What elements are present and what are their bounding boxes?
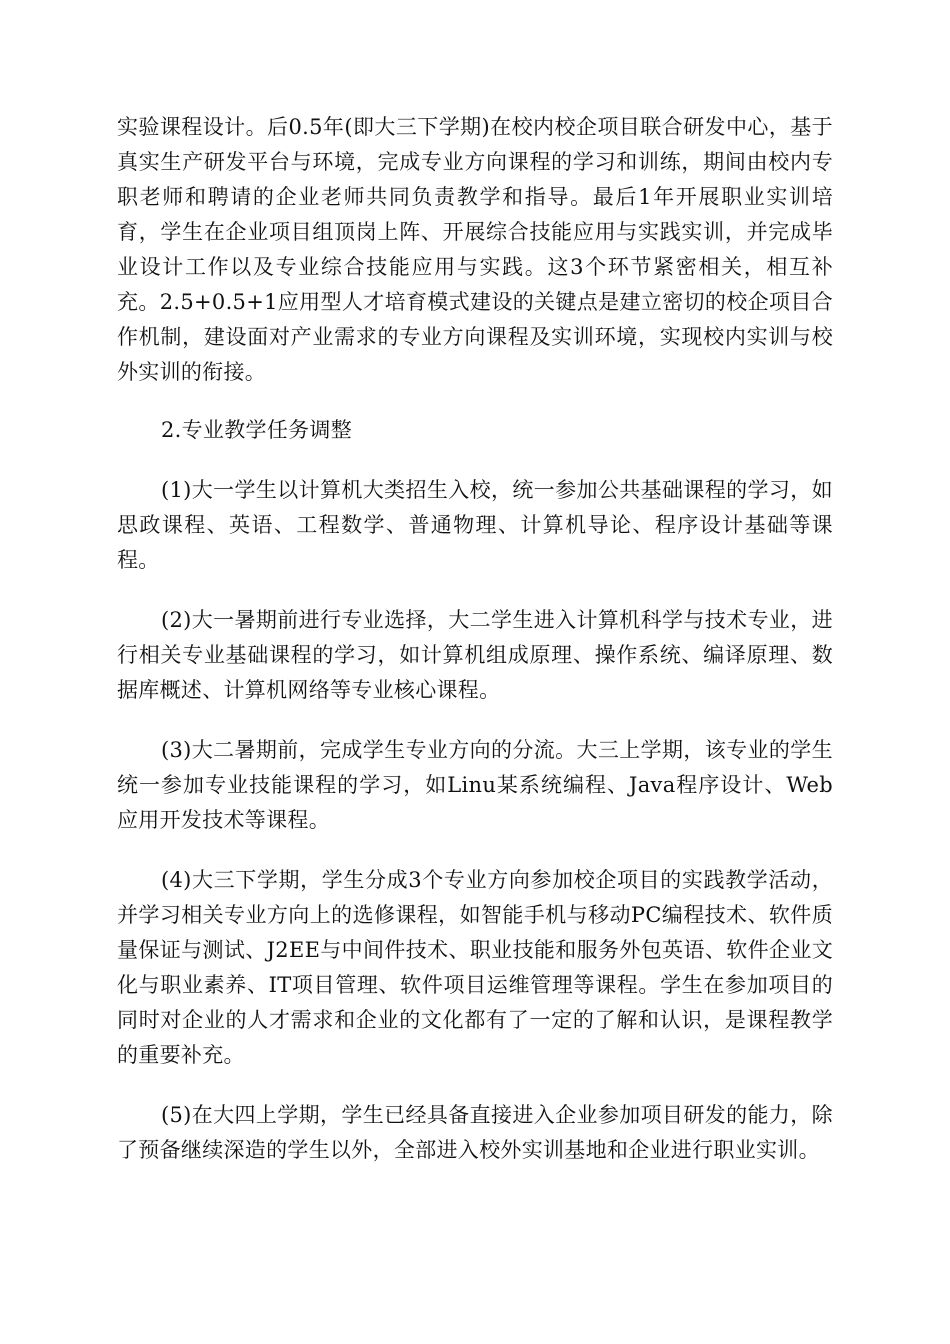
paragraph-item-2: (2)大一暑期前进行专业选择，大二学生进入计算机科学与技术专业，进行相关专业基础课程的学习，如计算机组成原理、操作系统、编译原理、数据库概述、计算机网络等专业核心课程。 xyxy=(117,608,833,702)
paragraph-item-3: (3)大二暑期前，完成学生专业方向的分流。大三上学期，该专业的学生统一参加专业技能课程的学习，如Linu某系统编程、Java程序设计、Web应用开发技术等课程。 xyxy=(117,738,833,832)
section-heading: 2.专业教学任务调整 xyxy=(161,418,353,442)
paragraph-continued: 实验课程设计。后0.5年(即大三下学期)在校内校企项目联合研发中心，基于真实生产研发平台与环境，完成专业方向课程的学习和训练，期间由校内专职老师和聘请的企业老师共同负责教学和指导。最后1年开展职业实训培育，学生在企业项目组顶岗上阵、开展综合技能应用与实践实训，并完成毕业设计工作以及专业综合技能应用与实践。这3个环节紧密相关，相互补充。2.5+0.5+1应用型人才培育模式建设的关键点是建立密切的校企项目合作机制，建设面对产业需求的专业方向课程及实训环境，实现校内实训与校外实训的衔接。 xyxy=(117,115,833,384)
paragraph-item-5: (5)在大四上学期，学生已经具备直接进入企业参加项目研发的能力，除了预备继续深造的学生以外，全部进入校外实训基地和企业进行职业实训。 xyxy=(117,1103,833,1162)
paragraph-item-1: (1)大一学生以计算机大类招生入校，统一参加公共基础课程的学习，如思政课程、英语、工程数学、普通物理、计算机导论、程序设计基础等课程。 xyxy=(117,478,833,572)
paragraph-item-4: (4)大三下学期，学生分成3个专业方向参加校企项目的实践教学活动，并学习相关专业方向上的选修课程，如智能手机与移动PC编程技术、软件质量保证与测试、J2EE与中间件技术、职业技能和服务外包英语、软件企业文化与职业素养、IT项目管理、软件项目运维管理等课程。学生在参加项目的同时对企业的人才需求和企业的文化都有了一定的了解和认识，是课程教学的重要补充。 xyxy=(117,868,833,1067)
document-body xyxy=(117,110,833,1168)
